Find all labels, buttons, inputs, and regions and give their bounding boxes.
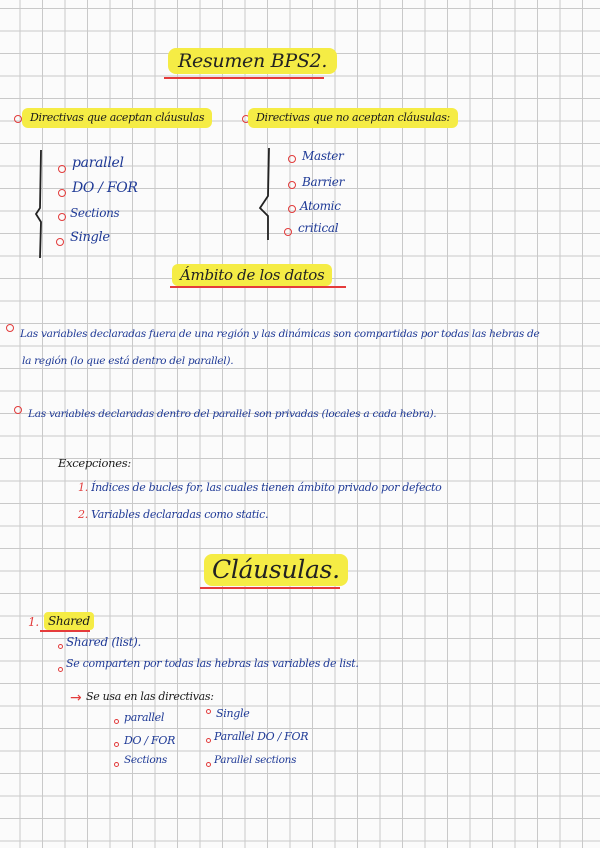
shared-directive-parallel-sections: Parallel sections <box>214 754 297 766</box>
bullet <box>288 181 296 189</box>
bullet <box>14 115 22 123</box>
accept-heading-text: Directivas que aceptan cláusulas <box>30 111 205 124</box>
reject-item-barrier: Barrier <box>302 175 345 189</box>
shared-number: 1. <box>28 615 39 629</box>
shared-directive-single: Single <box>216 707 250 720</box>
exception-item-1 <box>78 481 441 494</box>
accept-item-do-for: DO / FOR <box>72 180 138 196</box>
shared-used-label: Se usa en las directivas: <box>86 690 214 703</box>
scope-paragraph-1-line-1: Las variables declaradas fuera de una región y las dinámicas son compartidas por todas las hebras de <box>20 328 540 340</box>
bullet <box>114 742 119 747</box>
bullet <box>58 644 63 649</box>
reject-heading <box>248 108 458 128</box>
bullet <box>14 406 22 414</box>
shared-underline <box>40 630 90 632</box>
scope-paragraph-2: Las variables declaradas dentro del parallel son privadas (locales a cada hebra). <box>28 408 437 420</box>
scope-heading <box>172 264 332 286</box>
exception-1-text: Índices de bucles for, las cuales tienen ámbito privado por defecto <box>91 481 442 494</box>
accept-item-sections: Sections <box>70 206 120 220</box>
scope-heading-text: Ámbito de los datos <box>180 266 325 284</box>
clauses-heading-text: Cláusulas. <box>212 555 340 584</box>
shared-description: Se comparten por todas las hebras las variables de list. <box>66 657 359 670</box>
accept-item-single: Single <box>70 230 110 245</box>
arrow-icon: → <box>70 690 82 706</box>
accept-item-parallel: parallel <box>72 155 124 171</box>
clauses-underline <box>200 587 340 589</box>
bullet <box>58 165 66 173</box>
bullet <box>58 667 63 672</box>
reject-item-master: Master <box>302 149 344 163</box>
reject-heading-text: Directivas que no aceptan cláusulas: <box>256 111 450 124</box>
bullet <box>114 719 119 724</box>
exception-2-text: Variables declaradas como static. <box>91 508 269 521</box>
shared-label <box>44 612 94 630</box>
bullet <box>284 228 292 236</box>
scope-underline <box>170 286 346 288</box>
bullet <box>58 213 66 221</box>
exceptions-label: Excepciones: <box>58 456 131 470</box>
accept-brace-icon <box>32 148 46 260</box>
exception-2-number: 2. <box>78 508 88 521</box>
exception-1-number: 1. <box>78 481 88 494</box>
bullet <box>58 189 66 197</box>
title-underline <box>164 77 324 79</box>
bullet <box>288 155 296 163</box>
scope-paragraph-1-line-2: la región (lo que está dentro del parallel). <box>22 355 234 367</box>
bullet <box>206 762 211 767</box>
shared-syntax: Shared (list). <box>66 635 142 649</box>
shared-directive-parallel-do-for: Parallel DO / FOR <box>214 730 309 743</box>
bullet <box>114 762 119 767</box>
clauses-heading <box>204 554 348 586</box>
bullet <box>206 738 211 743</box>
shared-label-text: Shared <box>48 614 90 628</box>
bullet <box>288 205 296 213</box>
shared-directive-sections: Sections <box>124 754 167 766</box>
bullet <box>206 709 211 714</box>
accept-heading <box>22 108 212 128</box>
shared-directive-do-for: DO / FOR <box>124 734 176 747</box>
page-title <box>168 48 337 74</box>
reject-brace-icon <box>256 146 272 242</box>
exception-item-2 <box>78 508 268 521</box>
reject-item-critical: critical <box>298 221 339 235</box>
bullet <box>6 324 14 332</box>
page-title-text: Resumen BPS2. <box>178 50 328 72</box>
shared-directive-parallel: parallel <box>124 711 165 724</box>
bullet <box>56 238 64 246</box>
reject-item-atomic: Atomic <box>300 199 341 213</box>
